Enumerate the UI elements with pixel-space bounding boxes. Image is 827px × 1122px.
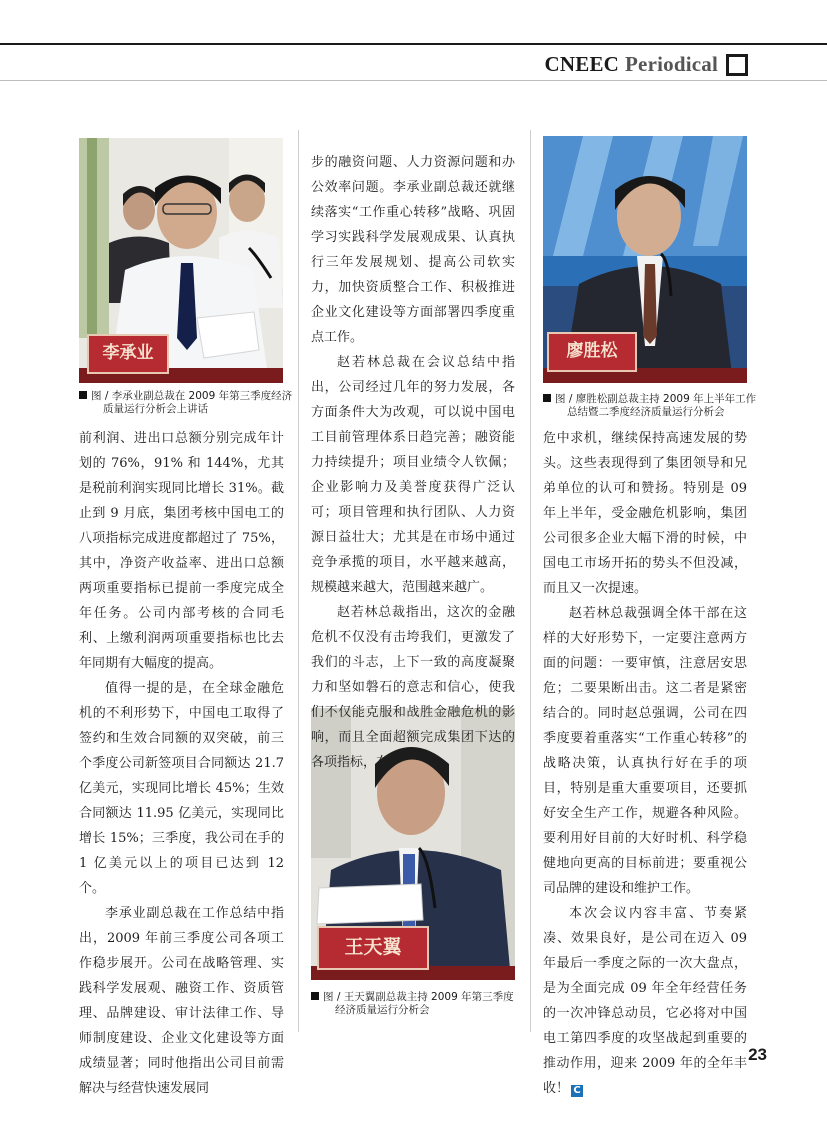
caption-line: 质量运行分析会上讲话 bbox=[103, 403, 208, 415]
caption-line: 图 / 廖胜松副总裁主持 2009 年上半年工作 bbox=[555, 393, 757, 405]
article-column-left bbox=[79, 426, 284, 1101]
photo-caption bbox=[79, 390, 294, 416]
paragraph-final bbox=[543, 901, 747, 1101]
caption-square-icon bbox=[79, 391, 87, 399]
caption-line: 图 / 李承业副总裁在 2009 年第三季度经济 bbox=[91, 390, 293, 402]
header-square-icon bbox=[726, 54, 748, 76]
caption-square-icon bbox=[311, 992, 319, 1000]
article-column-right bbox=[543, 426, 747, 1101]
caption-line: 总结暨二季度经济质量运行分析会 bbox=[567, 406, 725, 418]
paragraph: 赵若林总裁指出，这次的金融危机不仅没有击垮我们，更激发了我们的斗志，上下一致的高度凝聚力和坚如磐石的意志和信心，使我们不仅能克服和战胜金融危机的影响，而且全面超额完成集团下达的各项指标，在 bbox=[311, 605, 515, 770]
photo-caption bbox=[543, 393, 763, 419]
paragraph: 赵若林总裁强调全体干部在这样的大好形势下，一定要注意两方面的问题：一要审慎，注意居安思危；二要果断出击。这二者是紧密结合的。同时赵总强调，公司在四季度要着重落实“工作重心转移”的战略决策，认真执行好在手的项目，特别是重大重要项目，还要抓好安全生产工作，规避各种风险。要利用好目前的大好时机、科学稳健地向更高的目标前进；要重视公司品牌的建设和维护工作。 bbox=[543, 606, 747, 896]
photo-caption bbox=[311, 991, 526, 1017]
nameplate: 李承业 bbox=[87, 334, 169, 374]
nameplate: 廖胜松 bbox=[547, 332, 637, 372]
paragraph: 前利润、进出口总额分别完成年计划的 76%，91% 和 144%，尤其是税前利润实现同比增长 31%。截止到 9 月底，集团考核中国电工的八项指标完成进度都超过了 75%，其中，净资产收益率、进出口总额两项重要指标已提前一季度完成全年任务。公司内部考核的合同毛利、上缴利润两项重要指标也比去年同期有大幅度的提高。 bbox=[79, 431, 284, 671]
nameplate: 王天翼 bbox=[317, 926, 429, 970]
paragraph: 危中求机，继续保持高速发展的势头。这些表现得到了集团领导和兄弟单位的认可和赞扬。特别是 09 年上半年，受金融危机影响，集团公司很多企业大幅下滑的时候，中国电工市场开拓的势头不但没减，而且又一次提速。 bbox=[543, 431, 747, 596]
paragraph: 步的融资问题、人力资源问题和办公效率问题。李承业副总裁还就继续落实“工作重心转移”战略、巩固学习实践科学发展观成果、认真执行三年发展规划、提高公司软实力，加快资质整合工作、积极推进企业文化建设等方面部署四季度重点工作。 bbox=[311, 155, 515, 345]
photo-liao-shengsong bbox=[543, 136, 747, 383]
paragraph-text: 本次会议内容丰富、节奏紧凑、效果良好，是公司在迈入 09 年最后一季度之际的一次大盘点，是为全面完成 09 年全年经营任务的一次冲锋总动员，它必将对中国电工第四季度的攻坚战起到重要的推动作用，迎来 2009 年的全年丰收！ bbox=[543, 906, 747, 1096]
top-rule bbox=[0, 43, 827, 45]
article-column-middle bbox=[311, 150, 515, 775]
caption-square-icon bbox=[543, 394, 551, 402]
column-separator bbox=[530, 130, 531, 1032]
header-rule bbox=[0, 80, 827, 81]
magazine-brand: CNEEC bbox=[544, 52, 620, 76]
caption-line: 经济质量运行分析会 bbox=[335, 1004, 430, 1016]
paragraph: 赵若林总裁在会议总结中指出，公司经过几年的努力发展，各方面条件大为改观，可以说中国电工目前管理体系日趋完善；融资能力持续提升；项目业绩令人钦佩；企业影响力及美誉度获得广泛认可；项目管理和执行团队、人力资源日益壮大；尤其是在市场中通过竞争承揽的项目，水平越来越高，规模越来越大，范围越来越广。 bbox=[311, 355, 515, 595]
magazine-header bbox=[545, 52, 749, 77]
photo-li-chengye bbox=[79, 138, 283, 383]
column-separator bbox=[298, 130, 299, 1032]
page-number: 23 bbox=[748, 1045, 767, 1064]
paragraph: 李承业副总裁在工作总结中指出，2009 年前三季度公司各项工作稳步展开。公司在战略管理、实践科学发展观、融资工作、资质管理、品牌建设、审计法律工作、导师制度建设、企业文化建设等方面成绩显著；同时他指出公司目前需解决与经营快速发展同 bbox=[79, 906, 284, 1096]
magazine-subtitle: Periodical bbox=[625, 52, 718, 76]
paragraph: 值得一提的是，在全球金融危机的不利形势下，中国电工取得了签约和生效合同额的双突破，前三个季度公司新签项目合同额达 21.7 亿美元，实现同比增长 45%；生效合同额达 11.95 亿美元，实现同比增长 15%；三季度，我公司在手的 1 亿美元以上的项目已达到 12 个。 bbox=[79, 681, 284, 896]
end-mark-icon: C bbox=[571, 1085, 583, 1097]
caption-line: 图 / 王天翼副总裁主持 2009 年第三季度 bbox=[323, 991, 514, 1003]
magazine-title bbox=[545, 52, 719, 77]
